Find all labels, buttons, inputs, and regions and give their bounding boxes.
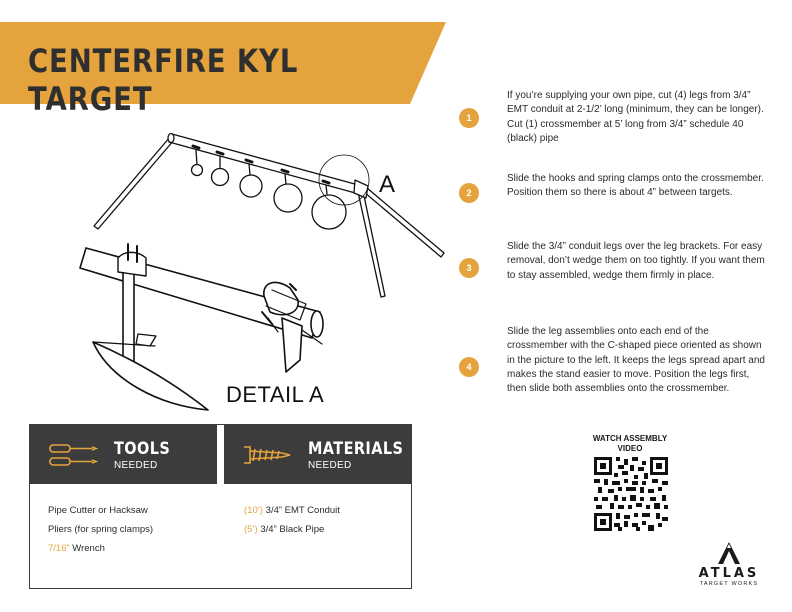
step-text: Slide the hooks and spring clamps onto the crossmember. Position them so there is about 4” between targets. [507, 173, 764, 199]
tools-subtitle: NEEDED [114, 460, 158, 471]
tools-header [30, 425, 217, 484]
materials-subtitle: NEEDED [308, 460, 352, 471]
tools-title: TOOLS [114, 439, 171, 459]
list-item: Pipe Cutter or Hacksaw [48, 505, 148, 516]
step-number-badge: 1 [459, 108, 479, 128]
callout-label-a: A [379, 171, 396, 198]
list-item: (5’) 3/4” Black Pipe [244, 524, 325, 535]
tools-materials-panel [29, 424, 412, 589]
right-legs [354, 180, 444, 297]
step-number-badge: 4 [459, 357, 479, 377]
list-item: 7/16” Wrench [48, 543, 105, 554]
step-text: If you’re supplying your own pipe, cut (4) legs from 3/4” EMT conduit at 2-1/2’ long (minimum, they can be longer). Cut (1) crossmember at 5’ long from 3/4” schedule 40 (black) pipe [507, 90, 764, 144]
page-title: CENTERFIRE KYL TARGET [28, 42, 299, 118]
detail-a-label: DETAIL A [226, 382, 325, 407]
brand-tagline: TARGET WORKS [699, 581, 759, 587]
step-number-badge: 2 [459, 183, 479, 203]
screwdriver-icon [48, 441, 98, 469]
atlas-a-logo-icon [690, 540, 768, 566]
list-item: Pliers (for spring clamps) [48, 524, 154, 535]
left-legs [94, 137, 184, 229]
qr-caption: WATCH ASSEMBLY VIDEO [592, 434, 668, 453]
hanging-targets [192, 146, 347, 229]
atlas-logo [690, 540, 768, 590]
materials-header [224, 425, 411, 484]
screw-icon [242, 441, 292, 469]
step-text: Slide the 3/4” conduit legs over the leg brackets. For easy removal, don’t wedge them on too tightly. If you want them to stay assembled, wedge them firmly in place. [507, 241, 765, 281]
materials-title: MATERIALS [308, 439, 404, 459]
list-item: (10’) 3/4” EMT Conduit [244, 505, 340, 516]
tools-list [48, 501, 153, 558]
assembly-illustration [0, 110, 460, 420]
step-text: Slide the leg assemblies onto each end of the crossmember with the C-shaped piece oriented as shown in the picture to the left. It keeps the legs spread apart and makes the stand easier to move. Position the legs first, then slide both assemblies onto the crossmember. [507, 326, 765, 395]
step-number-badge: 3 [459, 258, 479, 278]
materials-list [244, 501, 340, 539]
brand-name: ATLAS [698, 566, 760, 581]
qr-code-icon[interactable] [594, 457, 668, 531]
title-banner [0, 22, 446, 118]
